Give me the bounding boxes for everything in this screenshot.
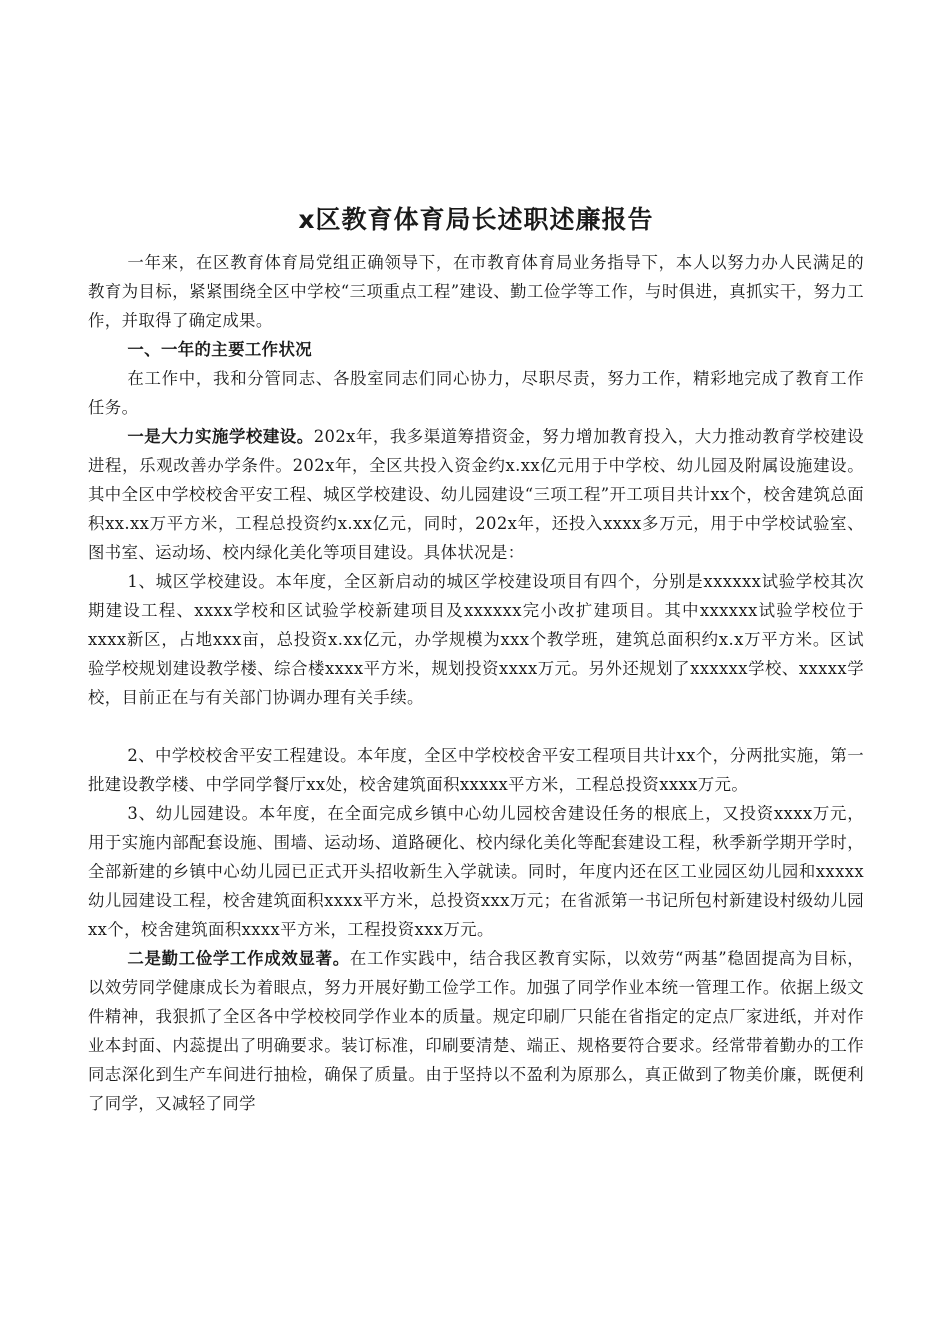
paragraph-gap (88, 712, 864, 741)
work-study-lead: 二是勤工俭学工作成效显著。 (127, 949, 350, 968)
school-construction-lead: 一是大力实施学校建设。 (127, 427, 314, 446)
intro-paragraph: 一年来，在区教育体育局党组正确领导下，在市教育体育局业务指导下，本人以努力办人民满足的教育为目标，紧紧围绕全区中学校“三项重点工程”建设、勤工俭学等工作，与时俱进，真抓实干，努力工作，并取得了确定成果。 (88, 253, 864, 330)
document-page (88, 200, 864, 1118)
urban-school-paragraph: 1、城区学校建设。本年度，全区新启动的城区学校建设项目有四个，分别是xxxxxx试验学校其次期建设工程、xxxx学校和区试验学校新建项目及xxxxxx完小改扩建项目。其中xxxxxx试验学校位于xxxx新区，占地xxx亩，总投资x.xx亿元，办学规模为xxx个教学班，建筑总面积约x.x万平方米。区试验学校规划建设教学楼、综合楼xxxx平方米，规划投资xxxx万元。另外还规划了xxxxxx学校、xxxxx学校，目前正在与有关部门协调办理有关手续。 (88, 572, 864, 707)
work-study-body: 在工作实践中，结合我区教育实际，以效劳“两基”稳固提高为目标，以效劳同学健康成长为着眼点，努力开展好勤工俭学工作。加强了同学作业本统一管理工作。依据上级文件精神，我狠抓了全区各中学校校同学作业本的质量。规定印刷厂只能在省指定的定点厂家进纸，并对作业本封面、内蕊提出了明确要求。装订标准，印刷要清楚、端正、规格要符合要求。经常带着勤办的工作同志深化到生产车间进行抽检，确保了质量。由于坚持以不盈利为原那么，真正做到了物美价廉，既便利了同学，又减轻了同学 (88, 949, 864, 1113)
document-title: x区教育体育局长述职述廉报告 (298, 205, 654, 234)
work-study-paragraph (88, 944, 864, 1118)
section-heading-main-work: 一、一年的主要工作状况 (127, 340, 313, 359)
work-overview-paragraph: 在工作中，我和分管同志、各股室同志们同心协力，尽职尽责，努力工作，精彩地完成了教育工作任务。 (88, 369, 864, 417)
school-construction-paragraph (88, 422, 864, 567)
kindergarten-paragraph: 3、幼儿园建设。本年度，在全面完成乡镇中心幼儿园校舍建设任务的根底上，又投资xxxx万元，用于实施内部配套设施、围墙、运动场、道路硬化、校内绿化美化等配套建设工程，秋季新学期开学时，全部新建的乡镇中心幼儿园已正式开头招收新生入学就读。同时，年度内还在区工业园区幼儿园和xxxxx幼儿园建设工程，校舍建筑面积xxxx平方米，总投资xxx万元；在省派第一书记所包村新建设村级幼儿园xx个，校舍建筑面积xxxx平方米，工程投资xxx万元。 (88, 804, 864, 939)
school-safety-paragraph: 2、中学校校舍平安工程建设。本年度，全区中学校校舍平安工程项目共计xx个，分两批实施，第一批建设教学楼、中学同学餐厅xx处，校舍建筑面积xxxxx平方米，工程总投资xxxx万元。 (88, 746, 864, 794)
school-construction-body: 202x年，我多渠道筹措资金，努力增加教育投入，大力推动教育学校建设进程，乐观改善办学条件。202x年，全区共投入资金约x.xx亿元用于中学校、幼儿园及附属设施建设。其中全区中学校校舍平安工程、城区学校建设、幼儿园建设“三项工程”开工项目共计xx个，校舍建筑总面积xx.xx万平方米，工程总投资约x.xx亿元，同时，202x年，还投入xxxx多万元，用于中学校试验室、图书室、运动场、校内绿化美化等项目建设。具体状况是： (88, 427, 864, 562)
